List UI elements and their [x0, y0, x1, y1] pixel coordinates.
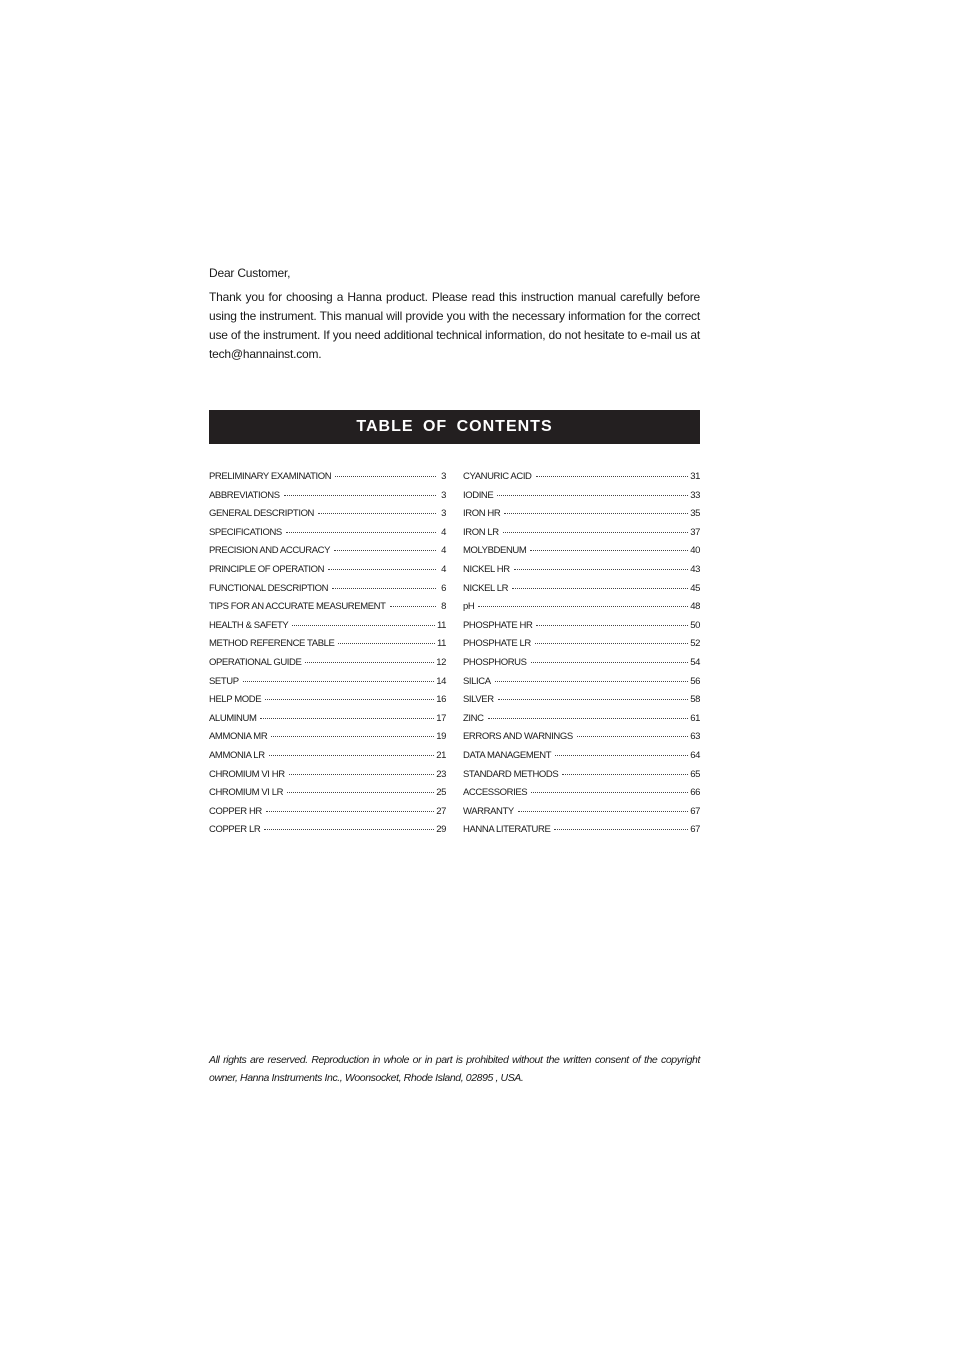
toc-dot-leader — [530, 550, 688, 551]
toc-entry — [209, 787, 446, 806]
toc-entry — [209, 694, 446, 713]
toc-entry-label: PRELIMINARY EXAMINATION — [209, 471, 332, 482]
toc-entry-page: 12 — [436, 656, 446, 668]
toc-entry — [463, 545, 700, 564]
toc-entry-label: NICKEL LR — [463, 582, 509, 594]
toc-entry-page: 21 — [436, 749, 446, 761]
toc-entry-page: 31 — [690, 471, 700, 482]
toc-entry — [463, 490, 700, 509]
toc-entry-label: ZINC — [463, 712, 484, 724]
toc-entry-label: STANDARD METHODS — [463, 768, 559, 780]
toc-dot-leader — [531, 792, 688, 793]
toc-entry — [209, 583, 446, 602]
toc-entry — [463, 769, 700, 788]
toc-entry — [463, 824, 700, 843]
toc-entry — [463, 657, 700, 676]
toc-entry-label: ABBREVIATIONS — [209, 489, 280, 501]
toc-entry — [209, 676, 446, 695]
toc-entry-label: ACCESSORIES — [463, 787, 528, 799]
toc-entry-page: 67 — [690, 824, 700, 836]
toc-entry-page: 14 — [436, 675, 446, 687]
toc-entry — [463, 564, 700, 583]
toc-dot-leader — [266, 811, 434, 812]
toc-entry-label: AMMONIA LR — [209, 749, 265, 761]
toc-entry-page: 56 — [690, 675, 700, 687]
toc-entry-page: 16 — [436, 694, 446, 706]
toc-dot-leader — [292, 625, 435, 626]
greeting-text: Dear Customer, — [209, 266, 291, 280]
toc-entry-label: AMMONIA MR — [209, 731, 268, 743]
toc-entry-page: 11 — [436, 638, 446, 650]
toc-dot-leader — [518, 811, 688, 812]
toc-entry — [463, 471, 700, 490]
toc-entry-page: 4 — [441, 545, 446, 557]
toc-dot-leader — [332, 588, 436, 589]
toc-entry-label: PRINCIPLE OF OPERATION — [209, 563, 325, 575]
toc-entry — [209, 731, 446, 750]
toc-entry — [209, 564, 446, 583]
toc-dot-leader — [338, 643, 434, 644]
toc-dot-leader — [335, 476, 436, 477]
toc-entry — [463, 787, 700, 806]
toc-entry-page: 3 — [441, 471, 446, 482]
toc-entry-label: SILICA — [463, 675, 491, 687]
toc-dot-leader — [504, 513, 688, 514]
toc-dot-leader — [305, 662, 434, 663]
toc-dot-leader — [555, 755, 688, 756]
toc-entry-page: 33 — [690, 489, 700, 501]
toc-dot-leader — [284, 495, 436, 496]
toc-entry — [463, 694, 700, 713]
toc-dot-leader — [495, 681, 689, 682]
toc-entry-page: 37 — [690, 526, 700, 538]
toc-entry-label: TIPS FOR AN ACCURATE MEASUREMENT — [209, 601, 386, 613]
toc-entry-page: 63 — [690, 731, 700, 743]
toc-entry-label: SETUP — [209, 675, 239, 687]
toc-entry — [209, 713, 446, 732]
intro-section — [209, 264, 700, 364]
toc-entry — [463, 638, 700, 657]
toc-entry-label: HANNA LITERATURE — [463, 824, 551, 836]
toc-entry-page: 4 — [441, 526, 446, 538]
toc-dot-leader — [535, 643, 688, 644]
toc-dot-leader — [536, 476, 689, 477]
toc-title: TABLE OF CONTENTS — [356, 418, 553, 435]
toc-entry — [463, 508, 700, 527]
toc-entry-page: 50 — [690, 619, 700, 631]
toc-dot-leader — [271, 736, 434, 737]
toc-entry-label: ERRORS AND WARNINGS — [463, 731, 573, 743]
toc-entry-label: IRON LR — [463, 526, 499, 538]
toc-entry — [209, 620, 446, 639]
toc-entry-label: ALUMINUM — [209, 712, 257, 724]
toc-entry — [209, 601, 446, 620]
toc-dot-leader — [390, 606, 436, 607]
toc-entry-page: 65 — [690, 768, 700, 780]
toc-entry-page: 29 — [436, 824, 446, 836]
toc-entry-label: COPPER LR — [209, 824, 261, 836]
toc-entry — [463, 713, 700, 732]
toc-entry-page: 48 — [690, 601, 700, 613]
toc-entry — [209, 545, 446, 564]
toc-entry-page: 19 — [436, 731, 446, 743]
toc-entry-page: 3 — [441, 508, 446, 520]
toc-entry-label: pH — [463, 601, 475, 613]
toc-entry-label: METHOD REFERENCE TABLE — [209, 638, 335, 650]
toc-entry-label: COPPER HR — [209, 805, 262, 817]
toc-dot-leader — [512, 588, 688, 589]
toc-dot-leader — [318, 513, 436, 514]
copyright-notice: All rights are reserved. Reproduction in whole or in part is prohibited without the written consent of the copyright owner, Hanna Instruments Inc., Woonsocket, Rhode Island, 02895 , USA. — [209, 1054, 700, 1084]
toc-entry — [463, 583, 700, 602]
toc-entry — [463, 601, 700, 620]
toc-entry-label: PHOSPHATE HR — [463, 619, 533, 631]
toc-entry-page: 11 — [436, 619, 446, 631]
toc-entry — [209, 750, 446, 769]
toc-entry-label: CHROMIUM VI HR — [209, 768, 285, 780]
toc-dot-leader — [488, 718, 689, 719]
toc-entry — [463, 750, 700, 769]
toc-entry-page: 35 — [690, 508, 700, 520]
toc-dot-leader — [536, 625, 688, 626]
toc-entry-page: 8 — [441, 601, 446, 613]
toc-entry — [209, 638, 446, 657]
toc-dot-leader — [514, 569, 688, 570]
toc-entry-page: 25 — [436, 787, 446, 799]
toc-entry — [463, 620, 700, 639]
intro-paragraph: Thank you for choosing a Hanna product. Please read this instruction manual carefully before using the instrument. This manual will provide you with the necessary information for the correct use of the instrument. If you need additional technical information, do not hesitate to e-mail us at tech@hannainst.com. — [209, 290, 700, 361]
toc-entry-page: 67 — [690, 805, 700, 817]
toc-entry — [209, 490, 446, 509]
toc-header-bar — [209, 410, 700, 444]
toc-entry-label: OPERATIONAL GUIDE — [209, 656, 302, 668]
toc-dot-leader — [269, 755, 435, 756]
toc-column-left — [209, 471, 446, 843]
toc-entry — [463, 731, 700, 750]
toc-entry — [463, 676, 700, 695]
toc-entry-page: 40 — [690, 545, 700, 557]
toc-entry — [209, 657, 446, 676]
toc-entry — [209, 824, 446, 843]
toc-entry-page: 61 — [690, 712, 700, 724]
toc-dot-leader — [531, 662, 689, 663]
toc-dot-leader — [478, 606, 688, 607]
toc-entry-label: IRON HR — [463, 508, 501, 520]
toc-entry — [463, 806, 700, 825]
toc-column-right — [463, 471, 700, 843]
toc-entry-page: 4 — [441, 563, 446, 575]
toc-entry-label: SPECIFICATIONS — [209, 526, 282, 538]
toc-entry-page: 58 — [690, 694, 700, 706]
toc-entry-page: 17 — [436, 712, 446, 724]
toc-entry-label: SILVER — [463, 694, 494, 706]
toc-dot-leader — [260, 718, 434, 719]
toc-entry-label: PHOSPHORUS — [463, 656, 527, 668]
toc-entry — [463, 527, 700, 546]
toc-dot-leader — [562, 774, 688, 775]
toc-entry-label: PHOSPHATE LR — [463, 638, 531, 650]
toc-entry-page: 52 — [690, 638, 700, 650]
toc-dot-leader — [554, 829, 688, 830]
toc-entry-page: 6 — [441, 582, 446, 594]
toc-dot-leader — [265, 699, 434, 700]
toc-entry-label: CHROMIUM VI LR — [209, 787, 284, 799]
toc-entry-page: 43 — [690, 563, 700, 575]
toc-entry-label: IODINE — [463, 489, 494, 501]
toc-dot-leader — [497, 495, 688, 496]
toc-entry-label: FUNCTIONAL DESCRIPTION — [209, 582, 329, 594]
toc-dot-leader — [498, 699, 689, 700]
toc-entry — [209, 508, 446, 527]
toc-entry-label: DATA MANAGEMENT — [463, 749, 552, 761]
toc-entry-page: 3 — [441, 489, 446, 501]
toc-dot-leader — [503, 532, 688, 533]
toc-dot-leader — [334, 550, 436, 551]
toc-entry-label: HELP MODE — [209, 694, 262, 706]
toc-entry-page: 45 — [690, 582, 700, 594]
toc-entry-page: 66 — [690, 787, 700, 799]
toc-dot-leader — [243, 681, 435, 682]
toc-entry-page: 64 — [690, 749, 700, 761]
toc-entry-page: 23 — [436, 768, 446, 780]
toc-entry-label: CYANURIC ACID — [463, 471, 532, 482]
toc-entry-label: NICKEL HR — [463, 563, 510, 575]
toc-entry-label: PRECISION AND ACCURACY — [209, 545, 331, 557]
toc-entry-page: 54 — [690, 656, 700, 668]
toc-entry-label: WARRANTY — [463, 805, 514, 817]
toc-dot-leader — [286, 532, 436, 533]
toc-entry-label: GENERAL DESCRIPTION — [209, 508, 315, 520]
toc-entry-label: MOLYBDENUM — [463, 545, 527, 557]
toc-entry — [209, 806, 446, 825]
toc-entry-page: 27 — [436, 805, 446, 817]
toc-entry — [209, 527, 446, 546]
toc-dot-leader — [289, 774, 435, 775]
toc-entry-label: HEALTH & SAFETY — [209, 619, 289, 631]
toc-dot-leader — [328, 569, 436, 570]
toc-dot-leader — [287, 792, 434, 793]
toc-entry — [209, 471, 446, 490]
toc-dot-leader — [264, 829, 434, 830]
toc-entry — [209, 769, 446, 788]
toc-dot-leader — [577, 736, 688, 737]
